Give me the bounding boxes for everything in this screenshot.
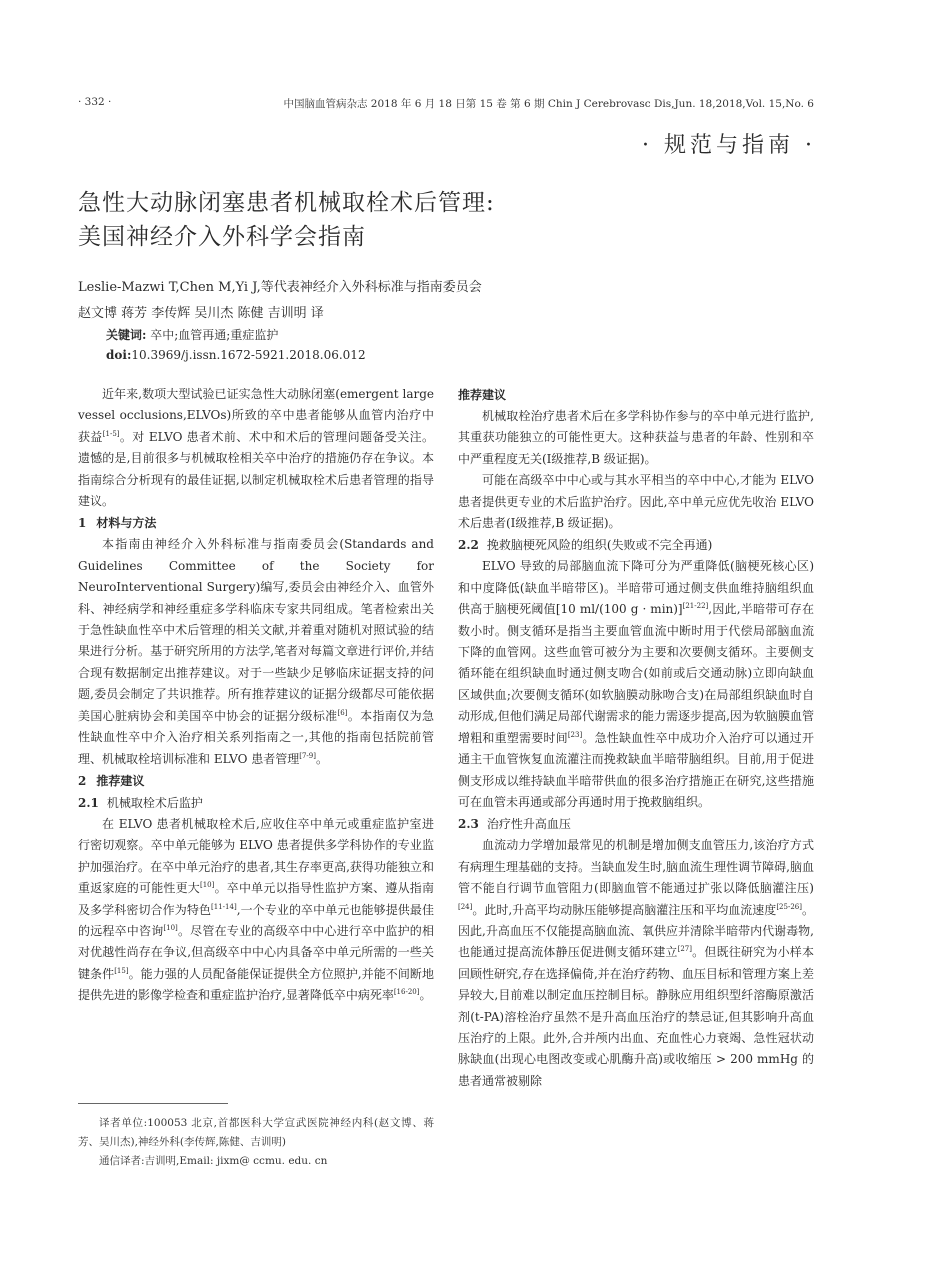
doi [106,348,366,362]
body-text: ELVO 导致的局部脑血流下降可分为严重降低(脑梗死核心区)和中度降低(缺血半暗带区)。半暗带可通过侧支供血维持脑组织血供高于脑梗死阈值[10 ml/(100 g · min)] [458,559,814,617]
body-text: 近年来,数项大型试验已证实急性大动脉闭塞(emergent large vessel occlusions,ELVOs)所致的卒中患者能够从血管内治疗中获益 [78,387,434,444]
subsection-2-1-heading [78,792,434,814]
subsection-number: 2.3 [458,817,479,832]
keywords [106,326,278,343]
keywords-label: 关键词: [106,328,147,342]
blood-pressure-paragraph [458,835,814,1092]
body-text: 。本指南仅为急性缺血性卒中介入治疗相关系列指南之一,其他的指南包括院前管理、机械取栓培训标准和 ELVO 患者管理 [78,708,434,766]
citation: [1-5] [102,429,120,438]
body-text: ,因此,半暗带可存在数小时。侧支循环是指当主要血管血流中断时用于代偿局部脑血流下降的血管网。这些血管可被分为主要和次要侧支循环。主要侧支循环能在组织缺血时通过侧支吻合(如前或后交通动脉)立即向缺血区域供血;次要侧支循环(如软脑膜动脉吻合支)在局部组织缺血时自动形成,但他们满足局部代谢需求的能力需逐步提高,因为软脑膜血管增粗和重塑需要时间 [458,602,814,745]
intro-paragraph [78,384,434,512]
subsection-title: 治疗性升高血压 [486,817,571,832]
citation: [10] [200,881,215,890]
section-banner: · 规范与指南 · [642,133,816,158]
section-number: 2 [78,773,87,788]
left-column [78,384,434,1007]
recommendation-paragraph: 可能在高级卒中中心或与其水平相当的卒中中心,才能为 ELVO 患者提供更专业的术后监护治疗。因此,卒中单元应优先收治 ELVO 术后患者(Ⅰ级推荐,B 级证据)。 [458,473,814,531]
body-text: 。卒中单元以指导性监护方案、遵从指南及多学科密切合作为特色 [78,881,434,917]
doi-link[interactable]: 10.3969/j.issn.1672-5921.2018.06.012 [131,348,366,362]
body-text: 本指南由神经介入外科标准与指南委员会(Standards and Guidelines Committee of the Society for NeuroInterventional Surgery)编写,委员会由神经介入、血管外科、神经病学和神经重症多学科临床专家共同组成。笔者检索出关于急性缺血性卒中术后管理的相关文献,并着重对随机对照试验的结果进行分析。基于研究所用的方法学,笔者对每篇文章进行评价,并结合现有数据制定出推荐建议。对于一些缺少足够临床证据支持的问题,委员会制定了共识推荐。所有推荐建议的证据分级都尽可能依据美国心脏病协会和美国卒中协会的证据分级标准 [78,537,434,723]
citation: [25-26] [776,902,802,911]
body-text: 。 [419,988,432,1003]
penumbra-paragraph [458,556,814,813]
correspondence: 通信译者:吉训明,Email: jixm@ ccmu. edu. cn [99,1155,328,1167]
section-number: 1 [78,516,87,531]
body-text: 血流动力学增加最常见的机制是增加侧支血管压力,该治疗方式有病理生理基础的支持。当缺血发生时,脑血流生理性调节障碍,脑血管不能自行调节血管阻力(即脑血管不能通过扩张以降低脑灌注压) [458,838,814,896]
body-text: ,一个专业的卒中单元也能够提供最佳的远程卒中咨询 [78,902,434,938]
subsection-2-3-heading [458,813,814,835]
citation: [7-9] [299,751,316,760]
authors: Leslie-Mazwi T,Chen M,Yi J,等代表神经介入外科标准与指南委员会 [78,280,482,295]
citation: [27] [677,945,692,954]
recommendation-heading: 推荐建议 [458,388,507,402]
article-title [78,186,495,254]
citation: [11-14] [211,902,237,911]
body-text: 。急性缺血性卒中成功介入治疗可以通过开通主干血管恢复血流灌注而挽救缺血半暗带脑组织。目前,用于促进侧支形成以维持缺血半暗带供血的很多治疗措施正在研究,这些措施可在血管未再通或部分再通时用于挽救脑组织。 [458,730,814,809]
journal-citation-line: 中国脑血管病杂志 2018 年 6 月 18 日第 15 卷 第 6 期 Chin J Cerebrovasc Dis,Jun. 18,2018,Vol. 15,No. 6 [283,98,814,110]
monitoring-paragraph [78,814,434,1007]
citation: [10] [163,923,178,932]
subsection-title: 机械取栓术后监护 [106,795,203,810]
page-number: · 332 · [78,96,112,108]
subsection-number: 2.2 [458,538,479,553]
methods-paragraph [78,534,434,769]
citation: [23] [567,730,583,739]
body-text: 。此时,升高平均动脉压能够提高脑灌注压和平均血流速度 [472,902,777,917]
subsection-2-2-heading [458,534,814,556]
body-text: 。因此,升高血压不仅能提高脑血流、氧供应并清除半暗带内代谢毒物,也能通过提高流体静压促进侧支循环建立 [458,902,814,960]
citation: [21-22] [682,602,709,611]
footnotes [78,1114,434,1171]
body-text: 。对 ELVO 患者术前、术中和术后的管理问题备受关注。遗憾的是,目前很多与机械取栓相关卒中治疗的措施仍存在争议。本指南综合分析现有的最佳证据,以制定机械取栓术后患者管理的指导建议。 [78,429,434,509]
body-text: 。尽管在专业的高级卒中中心进行卒中监护的相对优越性尚存在争议,但高级卒中中心内具备卒中单元所需的一些关键条件 [78,923,434,981]
translator-affiliation: 译者单位:100053 北京,首都医科大学宣武医院神经内科(赵文博、蒋芳、吴川杰),神经外科(李传辉,陈健、吉训明) [78,1117,434,1148]
section-title: 推荐建议 [96,773,145,788]
translators: 赵文博 蒋芳 李传辉 吴川杰 陈健 吉训明 译 [78,306,324,321]
right-column [458,384,814,1092]
body-text: 。能力强的人员配备能保证提供全方位照护,并能不间断地提供先进的影像学检查和重症监护治疗,显著降低卒中病死率 [78,966,434,1003]
body-text: 。但既往研究为小样本回顾性研究,存在选择偏倚,并在治疗药物、血压目标和管理方案上差异较大,目前难以制定血压控制目标。静脉应用组织型纤溶酶原激活剂(t-PA)溶栓治疗虽然不是升高血压治疗的禁忌证,但其影响升高血压治疗的上限。此外,合并颅内出血、充血性心力衰竭、急性冠状动脉缺血(出现心电图改变或心肌酶升高)或收缩压 > 200 mmHg 的患者通常被剔除 [458,945,814,1088]
subsection-number: 2.1 [78,795,99,810]
doi-label: doi: [106,348,132,362]
citation: [6] [337,708,348,717]
section-1-heading [78,512,434,534]
subsection-title: 挽救脑梗死风险的组织(失败或不完全再通) [486,538,713,553]
footnote-divider [78,1103,228,1104]
section-title: 材料与方法 [96,516,157,531]
keywords-value: 卒中;血管再通;重症监护 [150,328,279,342]
article-title-line-2: 美国神经介入外科学会指南 [78,224,366,250]
body-text: 。 [315,751,328,766]
citation: [16-20] [393,988,420,997]
recommendation-paragraph: 机械取栓治疗患者术后在多学科协作参与的卒中单元进行监护,其重获功能独立的可能性更大。这种获益与患者的年龄、性别和卒中严重程度无关(Ⅰ级推荐,B 级证据)。 [458,409,814,466]
citation: [15] [114,966,129,975]
citation: [24] [458,902,473,911]
article-title-line-1: 急性大动脉闭塞患者机械取栓术后管理: [78,190,495,216]
section-2-heading [78,770,434,792]
body-text: 在 ELVO 患者机械取栓术后,应收住卒中单元或重症监护室进行密切观察。卒中单元能够为 ELVO 患者提供多学科协作的专业监护加强治疗。在卒中单元治疗的患者,其生存率更高,获得功能独立和重返家庭的可能性更大 [78,816,434,896]
